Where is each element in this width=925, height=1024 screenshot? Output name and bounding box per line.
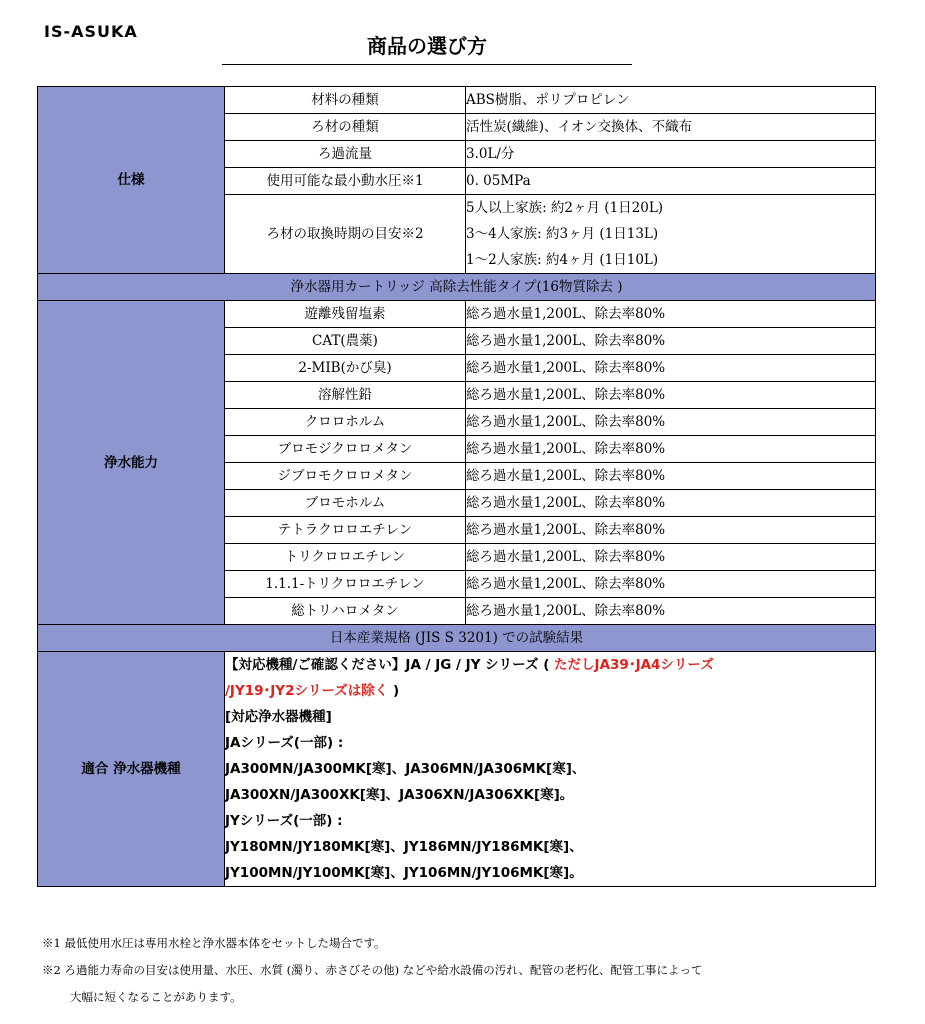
compat-line: JA300MN/JA300MK[寒]、JA306MN/JA306MK[寒]、 [225,761,586,777]
ability-item: 溶解性鉛 [225,382,466,409]
ability-item: ジブロモクロロメタン [225,463,466,490]
spec-value: 活性炭(繊維)、イオン交換体、不織布 [466,114,876,141]
footnote-2-continued: 大幅に短くなることがあります。 [70,990,242,1004]
table-row [38,301,876,328]
replace-line: 3〜4人家族: 約3ヶ月 (1日13L) [466,226,659,242]
ability-value: 総ろ過水量1,200L、除去率80% [466,598,876,625]
compat-line: JA300XN/JA300XK[寒]、JA306XN/JA306XK[寒]。 [225,787,574,803]
table-row [38,87,876,114]
ability-value: 総ろ過水量1,200L、除去率80% [466,382,876,409]
spec-value: 3.0L/分 [466,141,876,168]
ability-value: 総ろ過水量1,200L、除去率80% [466,544,876,571]
ability-value: 総ろ過水量1,200L、除去率80% [466,436,876,463]
replace-line: 5人以上家族: 約2ヶ月 (1日20L) [466,200,664,216]
compat-header: 適合 浄水器機種 [38,652,225,887]
ability-item: 1.1.1-トリクロロエチレン [225,571,466,598]
table-row [38,652,876,887]
ability-item: 総トリハロメタン [225,598,466,625]
compat-content [225,652,876,887]
ability-value: 総ろ過水量1,200L、除去率80% [466,490,876,517]
spec-value: 0. 05MPa [466,168,876,195]
compat-exclusion: ただしJA39･JA4シリーズ [549,657,714,673]
ability-item: ブロモジクロロメタン [225,436,466,463]
ability-item: 2-MIB(かび臭) [225,355,466,382]
compat-text: 【対応機種/ご確認ください】JA / JG / JY シリーズ ( [225,657,550,673]
ability-value: 総ろ過水量1,200L、除去率80% [466,355,876,382]
compat-line: JAシリーズ(一部) : [225,735,344,751]
spec-value [466,195,876,274]
compat-line: JY180MN/JY180MK[寒]、JY186MN/JY186MK[寒]、 [225,839,583,855]
ability-item: ブロモホルム [225,490,466,517]
ability-item: 遊離残留塩素 [225,301,466,328]
ability-value: 総ろ過水量1,200L、除去率80% [466,409,876,436]
footnote-2: ※2 ろ過能力寿命の目安は使用量、水圧、水質 (濁り、赤さびその他) などや給水設備の汚れ、配管の老朽化、配管工事によって [42,963,703,977]
spec-item: ろ過流量 [225,141,466,168]
spec-item: 使用可能な最小動水圧※1 [225,168,466,195]
brand-logo: IS-ASUKA [44,22,138,41]
footnote-1: ※1 最低使用水圧は専用水栓と浄水器本体をセットした場合です。 [42,936,386,950]
spec-item: 材料の種類 [225,87,466,114]
ability-item: クロロホルム [225,409,466,436]
compat-line [225,678,875,704]
compat-text: ) [388,683,400,699]
compat-line: [対応浄水器機種] [225,709,332,725]
ability-value: 総ろ過水量1,200L、除去率80% [466,463,876,490]
spec-header: 仕様 [38,87,225,274]
section-band: 日本産業規格 (JIS S 3201) での試験結果 [38,625,876,652]
compat-exclusion: /JY19･JY2シリーズは除く [225,683,389,699]
page-title: 商品の選び方 [222,30,632,65]
ability-header: 浄水能力 [38,301,225,625]
compat-line: JYシリーズ(一部) : [225,813,343,829]
spec-table [37,86,876,887]
spec-item: ろ材の取換時期の目安※2 [225,195,466,274]
spec-item: ろ材の種類 [225,114,466,141]
compat-line [225,652,875,678]
ability-value: 総ろ過水量1,200L、除去率80% [466,328,876,355]
ability-value: 総ろ過水量1,200L、除去率80% [466,571,876,598]
table-row [38,274,876,301]
table-row [38,625,876,652]
replace-line: 1〜2人家族: 約4ヶ月 (1日10L) [466,252,659,268]
section-band: 浄水器用カートリッジ 高除去性能タイプ(16物質除去 ) [38,274,876,301]
ability-value: 総ろ過水量1,200L、除去率80% [466,517,876,544]
ability-item: CAT(農薬) [225,328,466,355]
compat-line: JY100MN/JY100MK[寒]、JY106MN/JY106MK[寒]。 [225,865,583,881]
ability-item: テトラクロロエチレン [225,517,466,544]
ability-item: トリクロロエチレン [225,544,466,571]
ability-value: 総ろ過水量1,200L、除去率80% [466,301,876,328]
spec-value: ABS樹脂、ポリプロピレン [466,87,876,114]
